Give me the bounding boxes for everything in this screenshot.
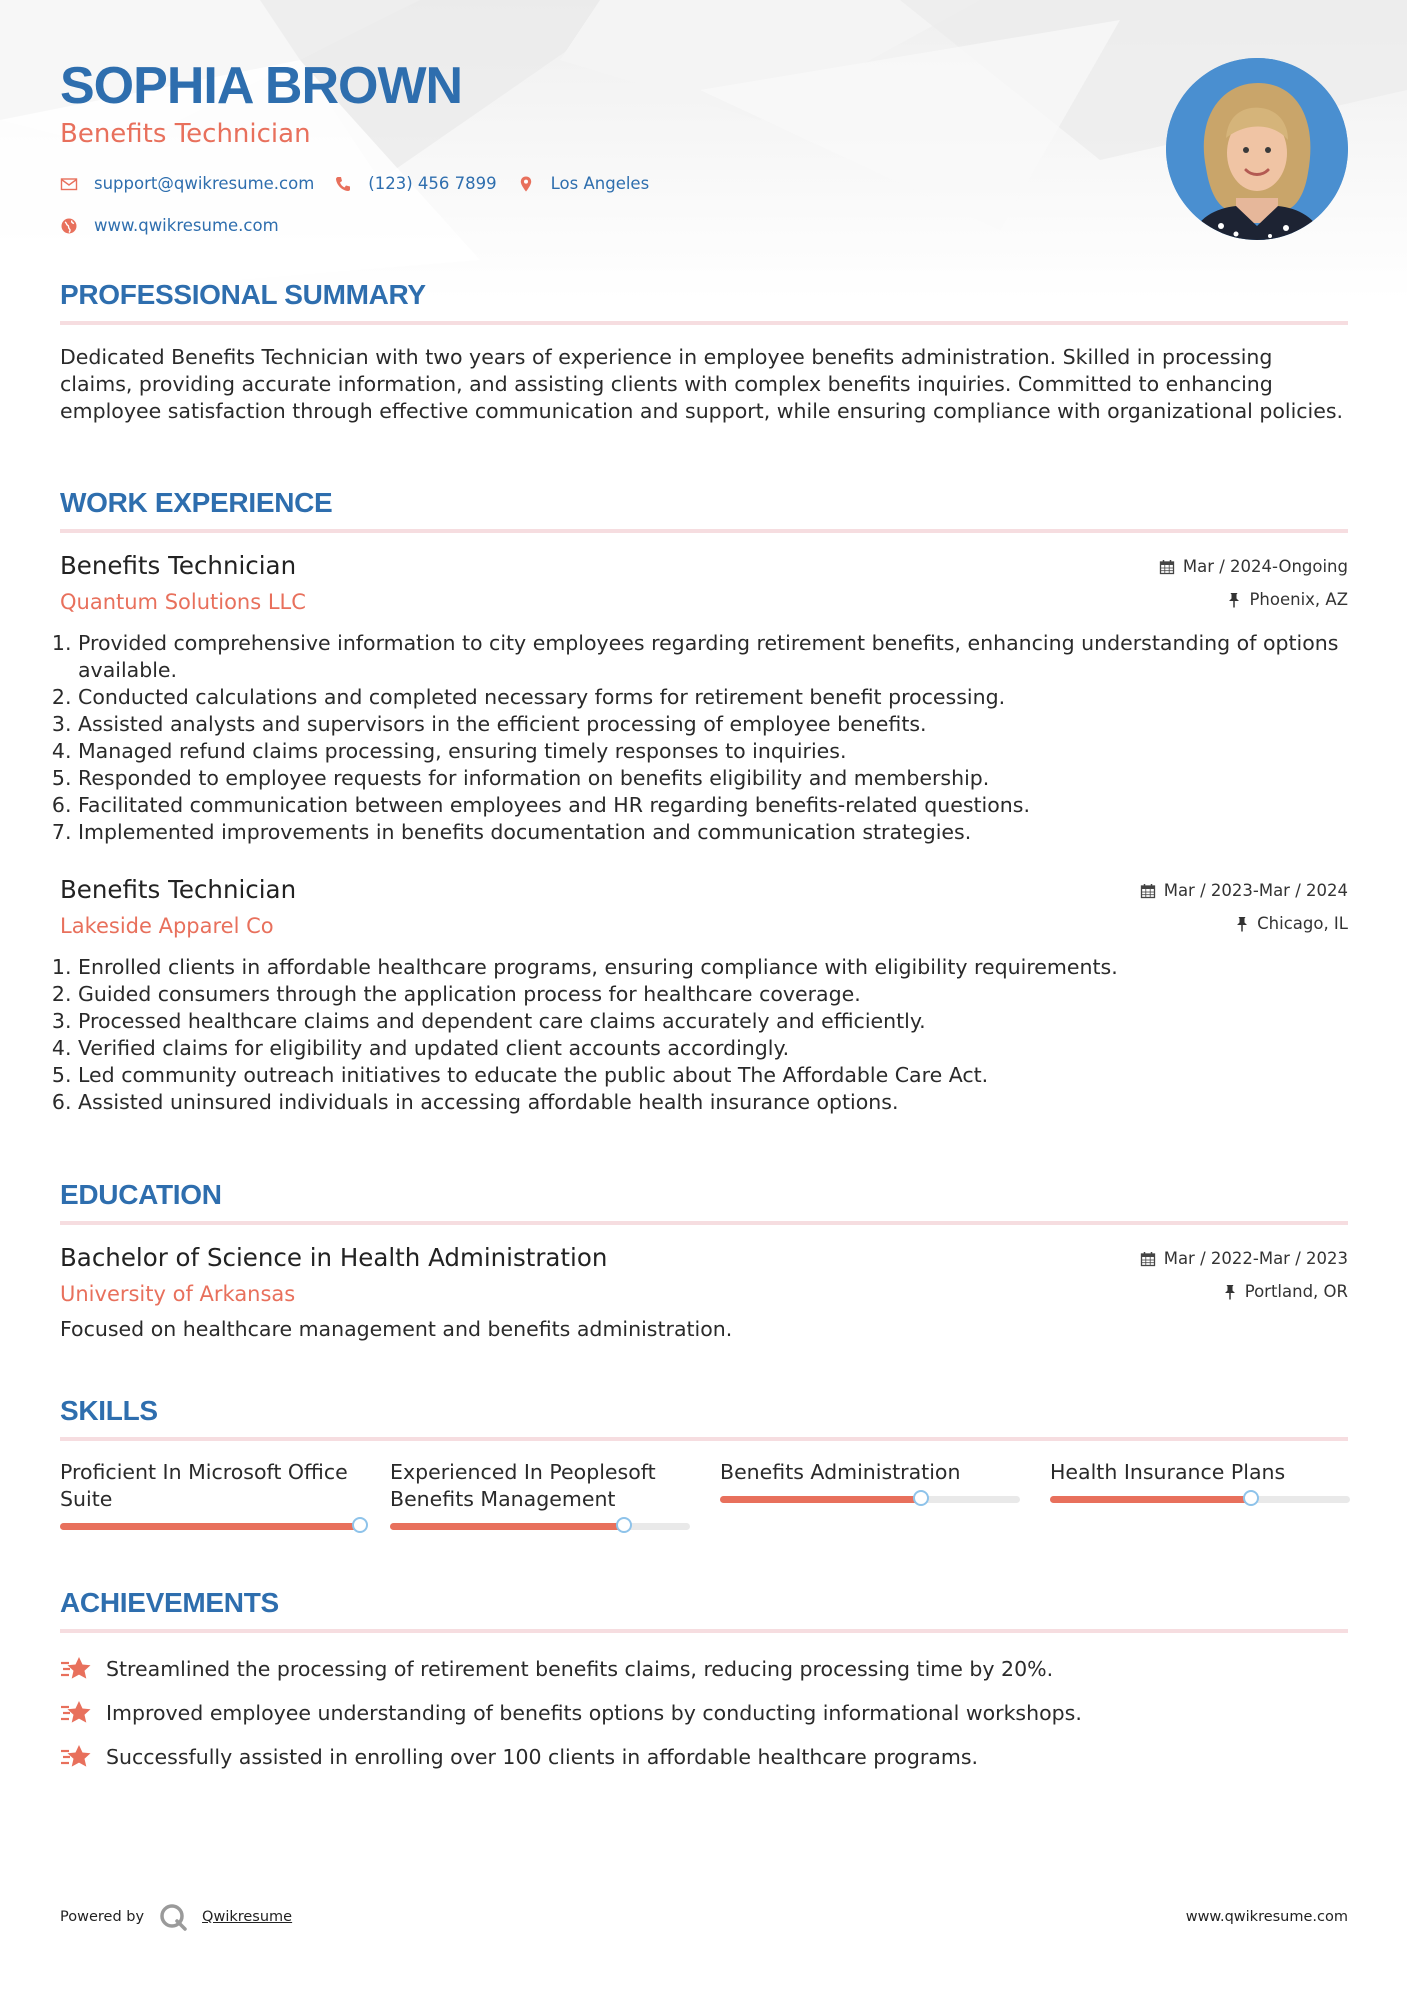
pushpin-icon (1235, 916, 1249, 932)
education-date-text: Mar / 2022-Mar / 2023 (1163, 1249, 1348, 1268)
email-link[interactable]: support@qwikresume.com (94, 174, 315, 193)
section-divider (60, 1629, 1348, 1633)
job-entry (60, 875, 1348, 1116)
list-item: 3. Processed healthcare claims and dependent care claims accurately and efficiently. (78, 1008, 1348, 1035)
calendar-icon (1140, 883, 1156, 899)
summary-heading: PROFESSIONAL SUMMARY (60, 279, 426, 310)
star-award-icon (60, 1698, 94, 1728)
skill-level-handle (616, 1517, 632, 1533)
skill-item (60, 1459, 360, 1530)
qwikresume-logo-icon (158, 1902, 188, 1932)
skill-level-fill (720, 1496, 921, 1503)
job-company: Quantum Solutions LLC (60, 590, 306, 614)
pushpin-icon (1223, 1284, 1237, 1300)
job-title: Benefits Technician (60, 875, 297, 904)
map-pin-icon (517, 175, 535, 193)
candidate-name: SOPHIA BROWN (60, 57, 463, 115)
job-title: Benefits Technician (60, 551, 297, 580)
job-bullets (60, 954, 1348, 1116)
job-bullets (60, 630, 1348, 846)
experience-section (60, 487, 1348, 1116)
website-row (60, 216, 299, 235)
summary-section (60, 279, 1348, 425)
list-item: 2. Conducted calculations and completed necessary forms for retirement benefit processing. (78, 684, 1348, 711)
achievements-list (60, 1647, 1348, 1779)
achievement-item (60, 1735, 1348, 1779)
job-location-text: Phoenix, AZ (1249, 590, 1348, 609)
education-date (1140, 1249, 1348, 1268)
skill-name: Benefits Administration (720, 1460, 961, 1484)
section-divider (60, 321, 1348, 325)
achievements-section (60, 1587, 1348, 1779)
list-item: 4. Managed refund claims processing, ensuring timely responses to inquiries. (78, 738, 1348, 765)
achievement-text: Successfully assisted in enrolling over 100 clients in affordable healthcare programs. (106, 1745, 979, 1769)
education-location (1223, 1282, 1348, 1301)
list-item: 1. Provided comprehensive information to city employees regarding retirement benefits, enhancing understanding of options available. (78, 630, 1348, 684)
avatar (1166, 58, 1348, 240)
skill-item (720, 1459, 1020, 1530)
footer (60, 1897, 1348, 1937)
job-date-text: Mar / 2024-Ongoing (1182, 557, 1348, 576)
list-item: 6. Assisted uninsured individuals in accessing affordable health insurance options. (78, 1089, 1348, 1116)
section-divider (60, 1221, 1348, 1225)
list-item: 5. Responded to employee requests for information on benefits eligibility and membership. (78, 765, 1348, 792)
calendar-icon (1140, 1251, 1156, 1267)
experience-heading: WORK EXPERIENCE (60, 487, 333, 518)
skill-name: Proficient In Microsoft Office Suite (60, 1460, 348, 1511)
star-award-icon (60, 1742, 94, 1772)
list-item: 2. Guided consumers through the application process for healthcare coverage. (78, 981, 1348, 1008)
list-item: 1. Enrolled clients in affordable healthcare programs, ensuring compliance with eligibility requirements. (78, 954, 1348, 981)
globe-icon (60, 217, 78, 235)
envelope-icon (60, 175, 78, 193)
achievements-heading: ACHIEVEMENTS (60, 1587, 279, 1618)
list-item: 6. Facilitated communication between employees and HR regarding benefits-related questions. (78, 792, 1348, 819)
skill-level-fill (390, 1523, 624, 1530)
location-text: Los Angeles (550, 174, 650, 193)
education-entry (60, 1243, 1348, 1343)
skill-level-bar (720, 1496, 1020, 1503)
candidate-role: Benefits Technician (60, 119, 311, 149)
list-item: 3. Assisted analysts and supervisors in the efficient processing of employee benefits. (78, 711, 1348, 738)
education-description: Focused on healthcare management and benefits administration. (60, 1317, 733, 1341)
skill-level-handle (1243, 1490, 1259, 1506)
education-heading: EDUCATION (60, 1179, 222, 1210)
job-date (1140, 881, 1348, 900)
achievement-item (60, 1691, 1348, 1735)
phone-number[interactable]: (123) 456 7899 (368, 174, 497, 193)
skill-level-bar (390, 1523, 690, 1530)
powered-by-label: Powered by (60, 1909, 145, 1925)
degree-title: Bachelor of Science in Health Administration (60, 1243, 608, 1272)
brand-link[interactable]: Qwikresume (202, 1909, 293, 1925)
education-section (60, 1179, 1348, 1343)
star-award-icon (60, 1654, 94, 1684)
contact-row (60, 174, 669, 193)
skill-item (390, 1459, 690, 1530)
achievement-item (60, 1647, 1348, 1691)
achievement-text: Streamlined the processing of retirement benefits claims, reducing processing time by 20%. (106, 1657, 1054, 1681)
skill-level-bar (60, 1523, 360, 1530)
list-item: 7. Implemented improvements in benefits documentation and communication strategies. (78, 819, 1348, 846)
footer-url[interactable]: www.qwikresume.com (1185, 1909, 1348, 1925)
summary-text: Dedicated Benefits Technician with two years of experience in employee benefits administration. Skilled in processing claims, providing accurate information, and assisting clients with complex benefits inquiries. Committed to enhancing employee satisfaction through effective communication and support, while ensuring compliance with organizational policies. (60, 345, 1344, 423)
skill-name: Experienced In Peoplesoft Benefits Management (390, 1460, 656, 1511)
website-link[interactable]: www.qwikresume.com (94, 216, 279, 235)
skill-level-fill (60, 1523, 360, 1530)
skills-grid (60, 1459, 1348, 1530)
job-entry (60, 551, 1348, 846)
skill-name: Health Insurance Plans (1050, 1460, 1286, 1484)
skill-level-handle (913, 1490, 929, 1506)
section-divider (60, 1437, 1348, 1441)
job-location-text: Chicago, IL (1257, 914, 1348, 933)
skill-level-fill (1050, 1496, 1251, 1503)
school-name: University of Arkansas (60, 1282, 296, 1306)
phone-icon (334, 175, 352, 193)
job-location (1227, 590, 1348, 609)
list-item: 4. Verified claims for eligibility and updated client accounts accordingly. (78, 1035, 1348, 1062)
calendar-icon (1159, 559, 1175, 575)
skills-heading: SKILLS (60, 1395, 158, 1426)
job-date-text: Mar / 2023-Mar / 2024 (1163, 881, 1348, 900)
section-divider (60, 529, 1348, 533)
skill-item (1050, 1459, 1350, 1530)
skills-section (60, 1395, 1348, 1530)
job-company: Lakeside Apparel Co (60, 914, 274, 938)
skill-level-handle (352, 1517, 368, 1533)
job-location (1235, 914, 1348, 933)
education-location-text: Portland, OR (1244, 1282, 1348, 1301)
pushpin-icon (1227, 592, 1241, 608)
job-date (1159, 557, 1348, 576)
list-item: 5. Led community outreach initiatives to educate the public about The Affordable Care Act. (78, 1062, 1348, 1089)
skill-level-bar (1050, 1496, 1350, 1503)
achievement-text: Improved employee understanding of benefits options by conducting informational workshops. (106, 1701, 1082, 1725)
